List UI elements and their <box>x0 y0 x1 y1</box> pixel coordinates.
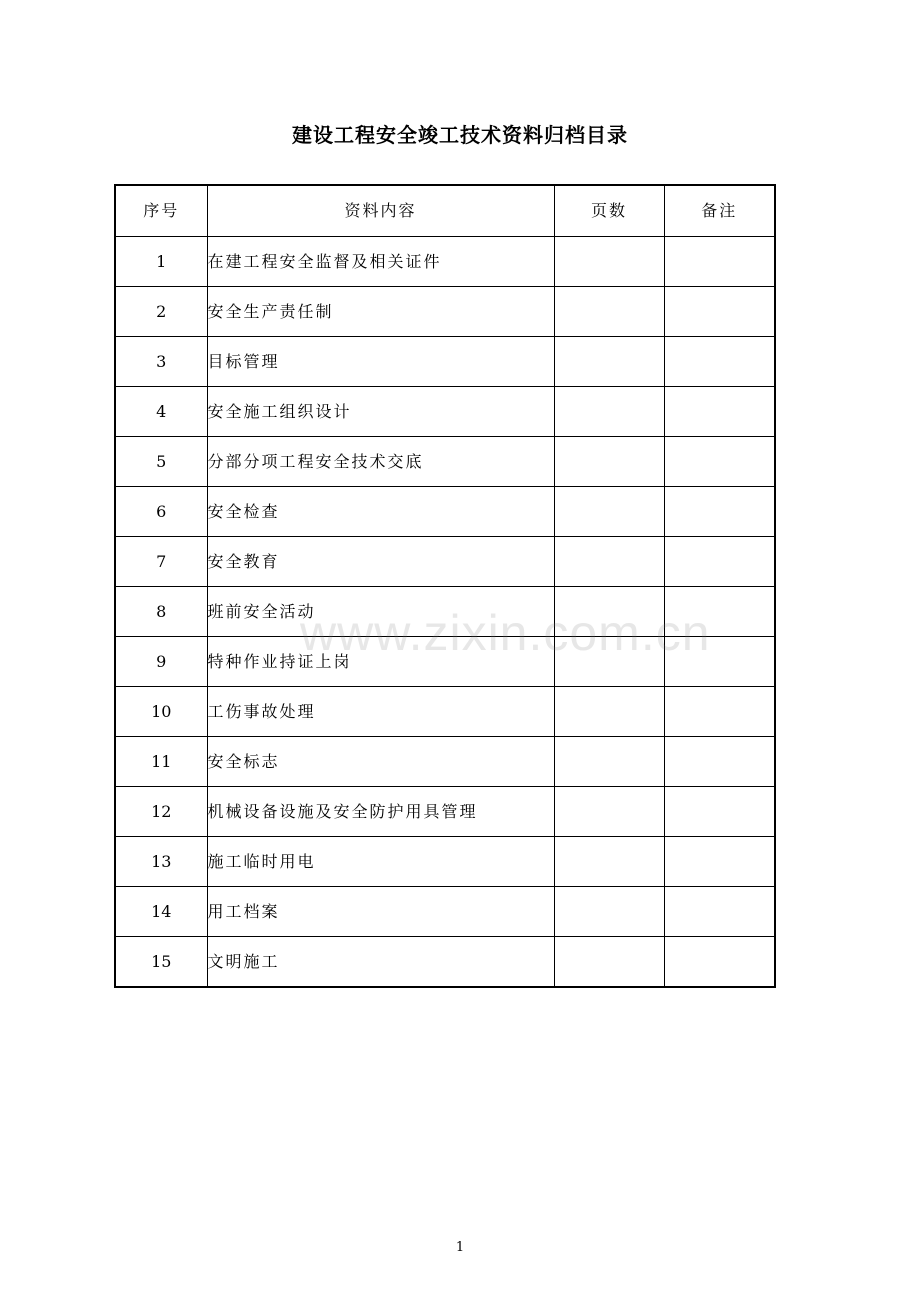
page-number: 1 <box>455 1240 465 1255</box>
row-pages-cell <box>554 637 664 687</box>
row-remarks-cell <box>664 587 775 637</box>
row-remarks-cell <box>664 687 775 737</box>
row-number-cell: 14 <box>115 887 207 937</box>
row-number-cell: 11 <box>115 737 207 787</box>
row-content-cell: 施工临时用电 <box>207 837 554 887</box>
row-remarks-cell <box>664 437 775 487</box>
table-row <box>115 837 775 887</box>
row-content-cell: 工伤事故处理 <box>207 687 554 737</box>
header-no: 序号 <box>115 185 207 237</box>
row-pages-cell <box>554 687 664 737</box>
row-remarks-cell <box>664 937 775 988</box>
row-number-cell: 7 <box>115 537 207 587</box>
row-remarks-cell <box>664 237 775 287</box>
row-content-cell: 机械设备设施及安全防护用具管理 <box>207 787 554 837</box>
table-row <box>115 537 775 587</box>
table-row <box>115 287 775 337</box>
table-row <box>115 487 775 537</box>
row-number-cell: 3 <box>115 337 207 387</box>
row-pages-cell <box>554 387 664 437</box>
table-row <box>115 737 775 787</box>
row-content-cell: 用工档案 <box>207 887 554 937</box>
row-pages-cell <box>554 237 664 287</box>
table-row <box>115 937 775 988</box>
row-remarks-cell <box>664 787 775 837</box>
table-row <box>115 437 775 487</box>
row-number-cell: 2 <box>115 287 207 337</box>
row-pages-cell <box>554 837 664 887</box>
row-content-cell: 安全生产责任制 <box>207 287 554 337</box>
table-row <box>115 687 775 737</box>
row-remarks-cell <box>664 537 775 587</box>
row-remarks-cell <box>664 337 775 387</box>
row-number-cell: 6 <box>115 487 207 537</box>
row-content-cell: 安全检查 <box>207 487 554 537</box>
row-pages-cell <box>554 887 664 937</box>
row-number-cell: 12 <box>115 787 207 837</box>
row-content-cell: 分部分项工程安全技术交底 <box>207 437 554 487</box>
document-title: 建设工程安全竣工技术资料归档目录 <box>292 123 628 147</box>
row-content-cell: 文明施工 <box>207 937 554 988</box>
row-remarks-cell <box>664 287 775 337</box>
row-number-cell: 5 <box>115 437 207 487</box>
row-pages-cell <box>554 787 664 837</box>
table-row <box>115 887 775 937</box>
row-remarks-cell <box>664 737 775 787</box>
row-pages-cell <box>554 337 664 387</box>
table-body <box>115 237 775 988</box>
table-row <box>115 587 775 637</box>
row-number-cell: 15 <box>115 937 207 988</box>
table-header <box>115 185 775 237</box>
row-pages-cell <box>554 937 664 988</box>
archive-catalog-table <box>114 184 776 988</box>
table-row <box>115 637 775 687</box>
row-pages-cell <box>554 537 664 587</box>
row-remarks-cell <box>664 387 775 437</box>
header-content: 资料内容 <box>207 185 554 237</box>
row-number-cell: 8 <box>115 587 207 637</box>
watermark: www.zixin.com.cn <box>300 605 711 661</box>
row-remarks-cell <box>664 837 775 887</box>
row-remarks-cell <box>664 887 775 937</box>
header-pages: 页数 <box>554 185 664 237</box>
row-content-cell: 特种作业持证上岗 <box>207 637 554 687</box>
row-pages-cell <box>554 287 664 337</box>
row-number-cell: 9 <box>115 637 207 687</box>
row-content-cell: 安全教育 <box>207 537 554 587</box>
row-number-cell: 13 <box>115 837 207 887</box>
row-pages-cell <box>554 737 664 787</box>
table-row <box>115 387 775 437</box>
header-row <box>115 185 775 237</box>
row-pages-cell <box>554 487 664 537</box>
row-number-cell: 4 <box>115 387 207 437</box>
table-row <box>115 787 775 837</box>
table-row <box>115 237 775 287</box>
row-content-cell: 安全标志 <box>207 737 554 787</box>
row-content-cell: 目标管理 <box>207 337 554 387</box>
header-remarks: 备注 <box>664 185 775 237</box>
row-pages-cell <box>554 437 664 487</box>
row-content-cell: 在建工程安全监督及相关证件 <box>207 237 554 287</box>
row-number-cell: 10 <box>115 687 207 737</box>
row-number-cell: 1 <box>115 237 207 287</box>
row-pages-cell <box>554 587 664 637</box>
row-content-cell: 安全施工组织设计 <box>207 387 554 437</box>
table-row <box>115 337 775 387</box>
row-remarks-cell <box>664 487 775 537</box>
row-content-cell: 班前安全活动 <box>207 587 554 637</box>
row-remarks-cell <box>664 637 775 687</box>
